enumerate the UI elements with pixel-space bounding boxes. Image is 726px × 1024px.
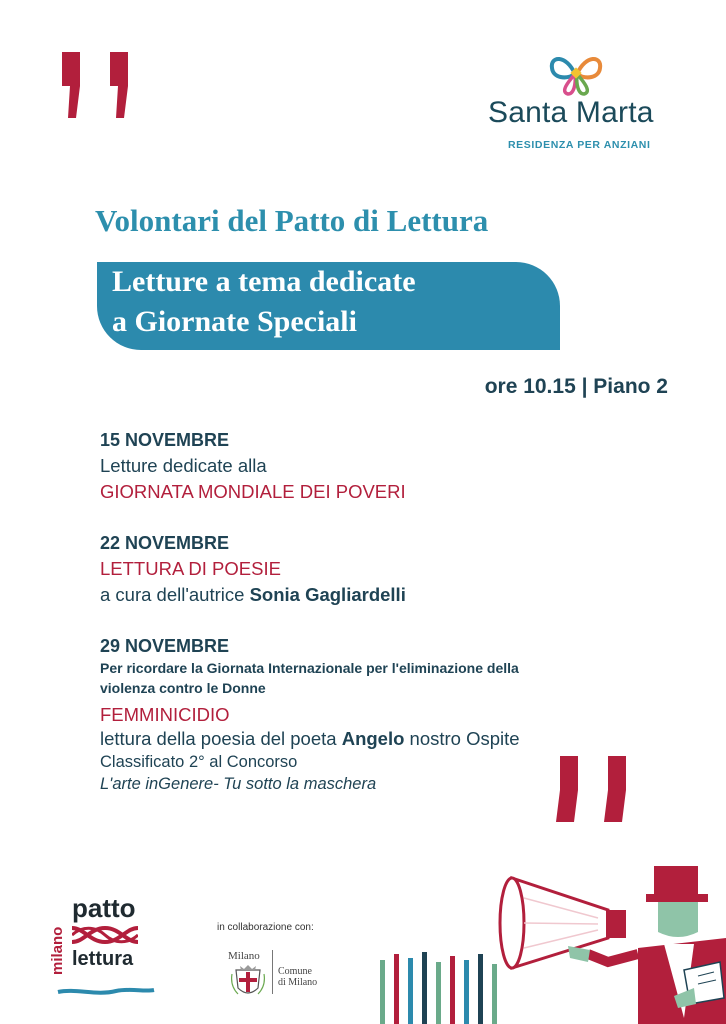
patto-logo-milano: milano (49, 926, 66, 975)
event-3-subtitle-1: Per ricordare la Giornata Internazionale per l'eliminazione della (100, 660, 519, 676)
event-3-poet: Angelo (341, 728, 405, 749)
event-3-reading-suffix: nostro Ospite (404, 728, 520, 749)
time-location: ore 10.15 | Piano 2 (484, 375, 668, 398)
milano-label: Milano (228, 950, 260, 962)
closing-quote-icon (556, 756, 636, 822)
event-2-author: Sonia Gagliardelli (249, 584, 406, 605)
event-3-reading-prefix: lettura della poesia del poeta (100, 728, 342, 749)
event-1-highlight: GIORNATA MONDIALE DEI POVERI (100, 481, 406, 502)
page-title: Volontari del Patto di Lettura (95, 203, 489, 238)
event-3-reading (100, 728, 520, 750)
opening-quote-icon (58, 52, 142, 120)
comune-label (278, 966, 317, 988)
event-3-subtitle-2: violenza contro le Donne (100, 680, 266, 696)
event-3-contest: L'arte inGenere- Tu sotto la maschera (100, 775, 377, 793)
patto-logo-bottom: lettura (72, 948, 134, 970)
logo-name: Santa Marta (488, 96, 654, 129)
comune-line-2: di Milano (278, 977, 318, 988)
milano-crest-icon (228, 964, 268, 1002)
event-2-curated (100, 584, 406, 606)
wave-line-icon (56, 986, 156, 998)
comune-divider (272, 950, 273, 994)
collab-label: in collaborazione con: (217, 922, 314, 933)
event-3-award: Classificato 2° al Concorso (100, 753, 298, 771)
event-3-highlight: FEMMINICIDIO (100, 704, 230, 725)
decorative-stripes (376, 950, 502, 1024)
banner-line-2: a Giornate Speciali (112, 305, 357, 338)
event-1-date: 15 NOVEMBRE (100, 430, 230, 450)
logo-subtitle: RESIDENZA PER ANZIANI (508, 139, 651, 151)
braid-icon (72, 924, 138, 946)
patto-logo-top: patto (72, 893, 136, 923)
event-2-curated-prefix: a cura dell'autrice (100, 584, 250, 605)
event-1-text: Letture dedicate alla (100, 455, 267, 476)
megaphone-figure-illustration (498, 858, 726, 1024)
event-3-date: 29 NOVEMBRE (100, 636, 230, 656)
banner-line-1: Letture a tema dedicate (112, 265, 416, 298)
comune-line-1: Comune (278, 966, 312, 977)
event-2-date: 22 NOVEMBRE (100, 533, 230, 553)
event-2-highlight: LETTURA DI POESIE (100, 558, 281, 579)
butterfly-logo-icon (548, 52, 604, 96)
